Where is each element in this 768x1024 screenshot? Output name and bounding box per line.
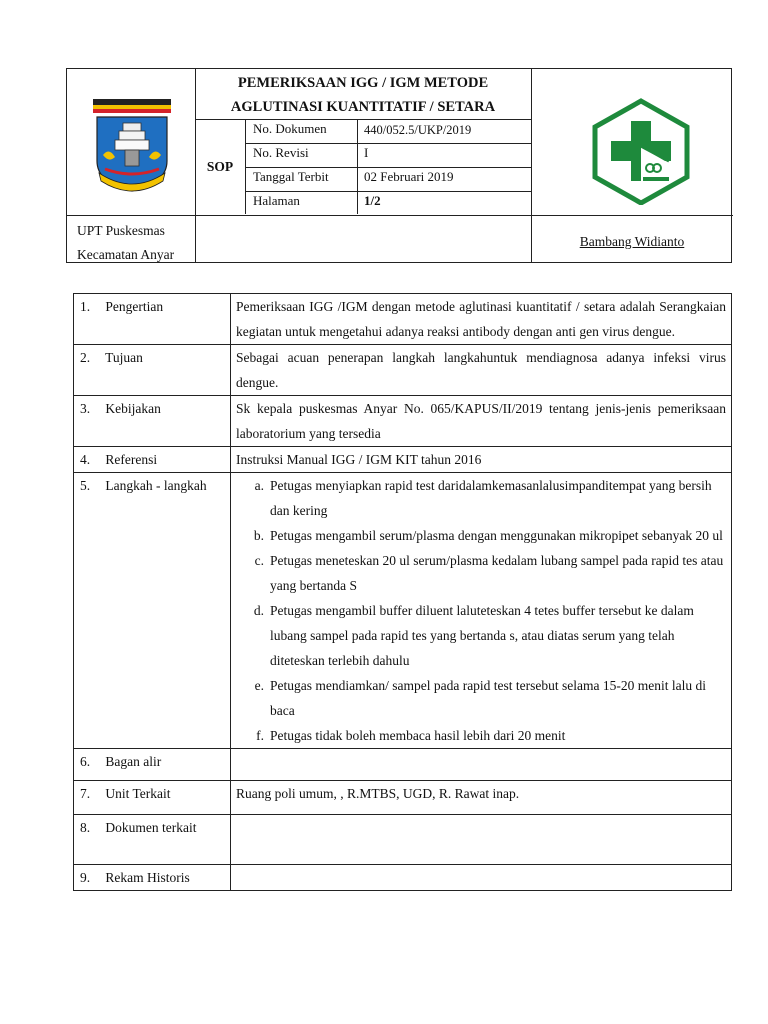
table-row bbox=[74, 396, 732, 447]
section-label: 7. Unit Terkait bbox=[74, 781, 231, 815]
section-label: 1. Pengertian bbox=[74, 294, 231, 345]
section-label: 5. Langkah - langkah bbox=[74, 473, 231, 749]
page-label: Halaman bbox=[253, 193, 300, 208]
section-text: Sebagai acuan penerapan langkah langkahuntuk mendiagnosa adanya infeksi virus dengue. bbox=[231, 345, 732, 396]
table-row bbox=[74, 815, 732, 865]
section-label: 8. Dokumen terkait bbox=[74, 815, 231, 865]
organization-line2: Kecamatan Anyar bbox=[77, 247, 175, 262]
signer-name: Bambang Widianto bbox=[579, 233, 685, 249]
table-row bbox=[74, 865, 732, 891]
page-value: 1/2 bbox=[364, 193, 381, 208]
organization-line1: UPT Puskesmas bbox=[77, 223, 165, 238]
table-row bbox=[74, 749, 732, 781]
revision-value: I bbox=[364, 145, 369, 160]
sop-title-line1: PEMERIKSAAN IGG / IGM METODE bbox=[237, 75, 489, 91]
section-label: 4. Referensi bbox=[74, 447, 231, 473]
section-text bbox=[231, 749, 732, 781]
banten-province-crest-icon bbox=[89, 91, 175, 201]
table-row bbox=[74, 345, 732, 396]
steps-list bbox=[236, 473, 726, 748]
section-text: Sk kepala puskesmas Anyar No. 065/KAPUS/II/2019 tentang jenis-jenis pemeriksaan laboratorium yang tersedia bbox=[231, 396, 732, 447]
section-text bbox=[231, 865, 732, 891]
doc-number-label: No. Dokumen bbox=[253, 121, 327, 136]
document-header bbox=[66, 68, 732, 263]
section-text: Pemeriksaan IGG /IGM dengan metode aglutinasi kuantitatif / setara adalah Serangkaian kegiatan untuk mengetahui adanya reaksi antibody dengan anti gen virus dengue. bbox=[231, 294, 732, 345]
section-text: Ruang poli umum, , R.MTBS, UGD, R. Rawat inap. bbox=[231, 781, 732, 815]
issue-date-label: Tanggal Terbit bbox=[253, 169, 329, 184]
section-label: 6. Bagan alir bbox=[74, 749, 231, 781]
sop-title-line2: AGLUTINASI KUANTITATIF / SETARA bbox=[230, 99, 496, 115]
list-item: a. Petugas menyiapkan rapid test daridalamkemasanlalusimpanditempat yang bersih dan kering bbox=[254, 478, 712, 518]
table-row bbox=[74, 447, 732, 473]
section-label: 2. Tujuan bbox=[74, 345, 231, 396]
sop-content-table bbox=[73, 293, 732, 891]
table-row bbox=[74, 473, 732, 749]
list-item: c. Petugas meneteskan 20 ul serum/plasma kedalam lubang sampel pada rapid tes atau yang bertanda S bbox=[254, 553, 724, 593]
sop-label: SOP bbox=[206, 159, 234, 174]
organization-name bbox=[77, 219, 195, 267]
table-row bbox=[74, 781, 732, 815]
sop-title bbox=[195, 69, 531, 121]
list-item: e. Petugas mendiamkan/ sampel pada rapid test tersebut selama 15-20 menit lalu di baca bbox=[254, 678, 707, 718]
list-item: f. Petugas tidak boleh membaca hasil lebih dari 20 menit bbox=[256, 728, 566, 743]
section-text: Instruksi Manual IGG / IGM KIT tahun 2016 bbox=[231, 447, 732, 473]
revision-label: No. Revisi bbox=[253, 145, 309, 160]
section-text bbox=[231, 815, 732, 865]
list-item: d. Petugas mengambil buffer diluent laluteteskan 4 tetes buffer tersebut ke dalam lubang sampel pada rapid tes yang bertanda s, atau diatas serum yang telah diteteskan terlebih dahulu bbox=[253, 603, 694, 668]
table-row bbox=[74, 294, 732, 345]
list-item: b. Petugas mengambil serum/plasma dengan menggunakan mikropipet sebanyak 20 ul bbox=[253, 528, 723, 543]
doc-number-value: 440/052.5/UKP/2019 bbox=[364, 123, 472, 137]
puskesmas-cross-logo-icon bbox=[589, 97, 693, 205]
issue-date-value: 02 Februari 2019 bbox=[364, 169, 454, 184]
steps-cell bbox=[231, 473, 732, 749]
section-label: 3. Kebijakan bbox=[74, 396, 231, 447]
section-label: 9. Rekam Historis bbox=[74, 865, 231, 891]
